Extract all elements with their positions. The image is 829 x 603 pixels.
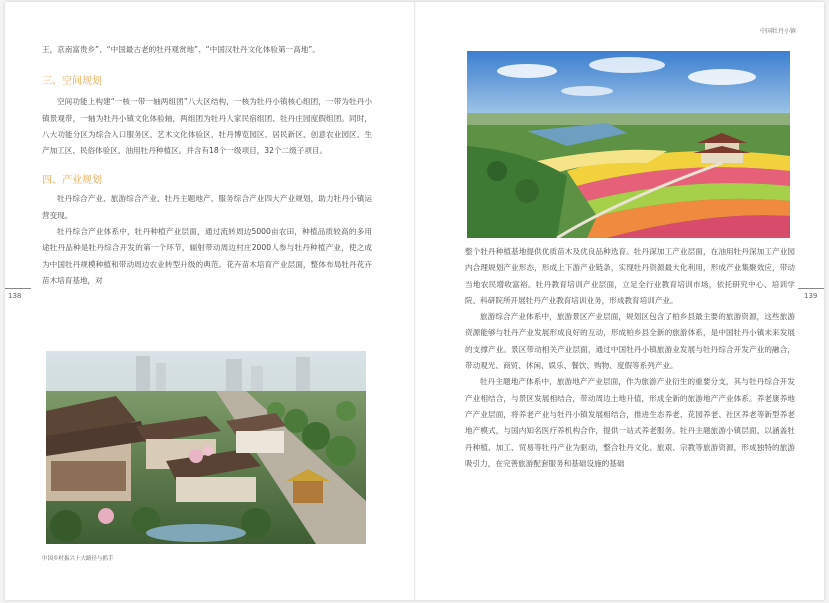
running-head: 中国牡丹小镇 [759, 28, 796, 35]
section-heading-space-planning: 三、空间规划 [42, 76, 102, 88]
photo-town-aerial-rendering [46, 351, 366, 544]
landscape-illustration [467, 51, 790, 238]
section-heading-industry-planning: 四、产业规划 [42, 175, 102, 187]
book-spread [5, 2, 824, 600]
photo-peony-landscape-aerial [467, 51, 790, 238]
page-gutter [414, 2, 416, 600]
book-title-footer: 中国乡村振兴十大路径与抓手 [42, 556, 114, 562]
intro-paragraph: 王，京南富贵乡”、“中国最古老的牡丹观赏地”、“中国汉牡丹文化体验第一高地”。 [42, 45, 320, 54]
page-number-rule-right [798, 288, 824, 289]
continued-paragraph: 整个牡丹种植基地提供优质苗木及优良品种选育。牡丹深加工产业层面，在油用牡丹深加工产业园内合理规划产业形态，形成上下游产业链条，实现牡丹资源最大化利用，形成产业集聚效应，带动当地农民增收富裕。牡丹教育培训产业层面，立足全行业教育培训市场，依托研究中心、培训学院、科研院所开展牡丹产业教育培训业务，形成教育培训产业。 [465, 247, 795, 305]
page-number-left: 138 [8, 292, 22, 300]
left-page-column [42, 42, 372, 289]
industry-paragraph-2: 牡丹综合产业体系中，牡丹种植产业层面，通过流转周边5000亩农田，种植品质较高的多用途牡丹品种是牡丹综合开发的第一个环节，辐射带动周边村庄2000人参与牡丹种植产业，使之成为中国牡丹规模种植和带动周边农业转型升级的典范。花卉苗木培育产业层面，整体布局牡丹花卉苗木培育基地，对 [42, 227, 372, 285]
page-number-rule-left [5, 288, 31, 289]
real-estate-paragraph: 牡丹主题地产体系中，旅游地产产业层面，作为旅游产业衍生的重要分支，其与牡丹综合开发产业相结合，与景区发展相结合，带动周边土地升值，形成全新的旅游地产产业体系。养老康养地产产业层面，将养老产业与牡丹小镇发展相结合，推进生态养老、花园养老、社区养老等新型养老地产模式，与国内知名医疗养机构合作，提供一站式养老服务。牡丹主题旅游小镇层面，以涵盖牡丹种植、加工、贸易等牡丹产业为驱动，整合牡丹文化、旅艰、宗教等旅游资源，形成独特的旅游吸引力，在完善旅游配套服务和基础设施的基础 [465, 377, 795, 468]
tourism-paragraph: 旅游综合产业体系中，旅游景区产业层面，规划区包含了柏乡县最主要的旅游资源，这些旅游资源能够与牡丹产业发展形成良好的互动，形成柏乡县全新的旅游体系，是中国牡丹小镇未来发展的支撑产业。景区带动相关产业层面，通过中国牡丹小镇旅游业发展与牡丹综合开发产业的融合，带动观光、商贸、休闲、娱乐、餐饮、购物、度假等系列产业。 [465, 312, 795, 371]
industry-paragraph-1: 牡丹综合产业、旅游综合产业、牡丹主题地产、服务综合产业四大产业规划，助力牡丹小镇运营变现。 [42, 194, 372, 220]
page-number-right: 139 [804, 292, 818, 300]
right-page-column [465, 244, 795, 472]
space-planning-paragraph: 空间功能上构建“一核一带一轴两组团”八大区结构，一核为牡丹小镇核心组团，一带为牡丹小镇景观带，一轴为牡丹小镇文化体验轴，两组团为牡丹人家民宿组团、牡丹庄园度假组团。同时，八大功能分区为综合入口服务区、艺术文化体验区、牡丹博览园区、居民新区、创意农业园区、生产加工区、民俗体验区、油用牡丹种植区。并含有18个一级项目，32个二级子项目。 [42, 97, 372, 156]
town-rendering-illustration [46, 351, 366, 544]
